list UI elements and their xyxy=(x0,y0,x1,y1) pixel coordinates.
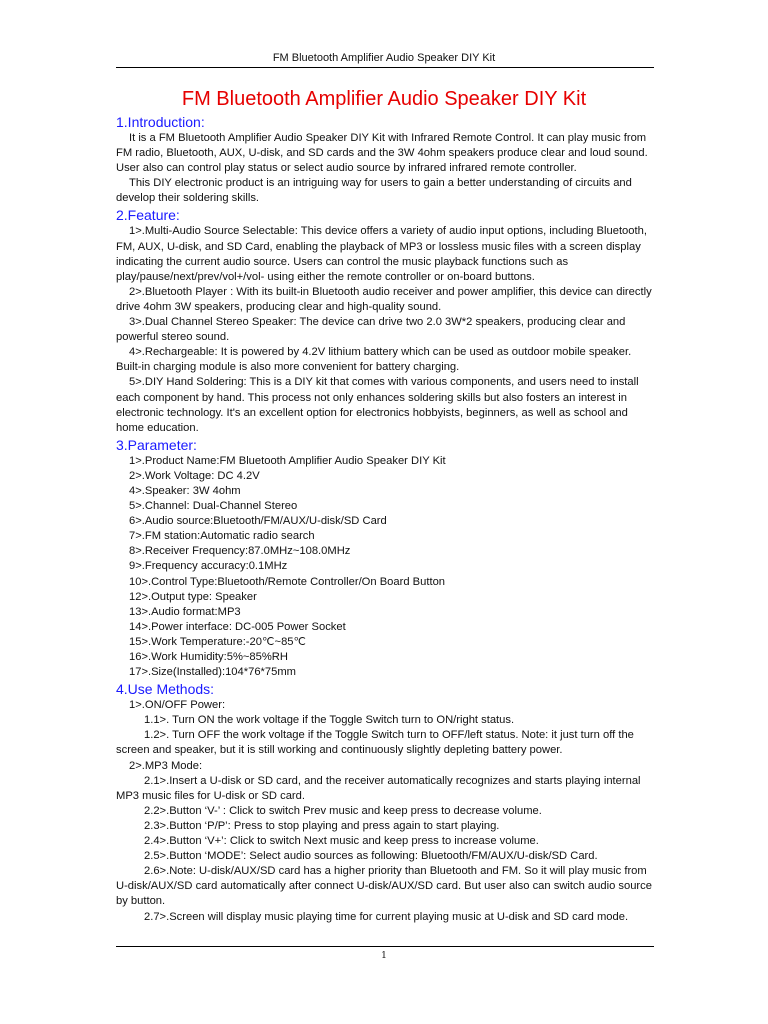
parameter-item: 9>.Frequency accuracy:0.1MHz xyxy=(129,560,288,573)
use-subheading-mp3: 2>.MP3 Mode: xyxy=(129,759,203,772)
use-step: 2.6>.Note: U-disk/AUX/SD card has a higher priority than Bluetooth and FM. So it will play music from U-disk/AUX/SD card automatically after connect U-disk/AUX/SD card. But user also can switch audio source by button. xyxy=(116,865,652,908)
parameter-item: 1>.Product Name:FM Bluetooth Amplifier Audio Speaker DIY Kit xyxy=(129,454,446,467)
parameter-item: 10>.Control Type:Bluetooth/Remote Controller/On Board Button xyxy=(129,575,446,588)
parameter-item: 14>.Power interface: DC-005 Power Socket xyxy=(129,620,346,633)
use-step: 2.1>.Insert a U-disk or SD card, and the receiver automatically recognizes and starts playing internal MP3 music files for U-disk or SD card. xyxy=(116,774,641,802)
feature-item: 1>.Multi-Audio Source Selectable: This device offers a variety of audio input options, including Bluetooth, FM, AUX, U-disk, and SD Card, enabling the playback of MP3 or lossless music files with a screen display indicating the current audio source. Users can control the music playback functions such as play/pause/next/prev/vol+/vol- using either the remote controller or on-board buttons. xyxy=(116,225,647,283)
intro-paragraph: This DIY electronic product is an intriguing way for users to gain a better understanding of circuits and develop their soldering skills. xyxy=(116,177,632,205)
parameter-item: 13>.Audio format:MP3 xyxy=(129,605,241,618)
use-step: 1.1>. Turn ON the work voltage if the Toggle Switch turn to ON/right status. xyxy=(144,714,515,727)
use-step: 2.7>.Screen will display music playing time for current playing music at U-disk and SD card mode. xyxy=(144,910,629,923)
footer-rule xyxy=(116,946,654,947)
section-heading-use-methods: 4.Use Methods: xyxy=(116,681,215,698)
parameter-item: 16>.Work Humidity:5%~85%RH xyxy=(129,651,288,663)
parameter-item: 8>.Receiver Frequency:87.0MHz~108.0MHz xyxy=(129,545,351,558)
use-step: 2.5>.Button ‘MODE’: Select audio sources as following: Bluetooth/FM/AUX/U-disk/SD Card. xyxy=(144,850,598,863)
parameter-item: 2>.Work Voltage: DC 4.2V xyxy=(129,469,260,482)
section-heading-feature: 2.Feature: xyxy=(116,207,180,224)
parameter-item: 12>.Output type: Speaker xyxy=(129,590,257,603)
document-title: FM Bluetooth Amplifier Audio Speaker DIY Kit xyxy=(181,88,587,110)
header-rule xyxy=(116,67,654,68)
section-heading-parameter: 3.Parameter: xyxy=(116,436,197,453)
document-body xyxy=(116,113,656,925)
use-subheading-onoff: 1>.ON/OFF Power: xyxy=(129,699,226,712)
parameter-item: 4>.Speaker: 3W 4ohm xyxy=(129,484,241,497)
intro-paragraph: It is a FM Bluetooth Amplifier Audio Speaker DIY Kit with Infrared Remote Control. It can play music from FM radio, Bluetooth, AUX, U-disk, and SD cards and the 3W 4ohm speakers produce clear and loud sound. User also can control play status or select audio source by infrared infrared remote controller. xyxy=(116,132,648,175)
parameter-item: 5>.Channel: Dual-Channel Stereo xyxy=(129,500,298,513)
parameter-item: 6>.Audio source:Bluetooth/FM/AUX/U-disk/SD Card xyxy=(129,515,387,528)
section-heading-introduction: 1.Introduction: xyxy=(116,114,205,130)
parameter-item: 7>.FM station:Automatic radio search xyxy=(129,530,315,543)
use-step: 2.3>.Button ‘P/P’: Press to stop playing and press again to start playing. xyxy=(144,819,500,832)
feature-item: 2>.Bluetooth Player : With its built-in Bluetooth audio receiver and power amplifier, this device can directly drive 4ohm 3W speakers, producing clear and high-quality sound. xyxy=(116,285,652,313)
parameter-item: 15>.Work Temperature:-20℃~85℃ xyxy=(129,635,307,648)
running-header: FM Bluetooth Amplifier Audio Speaker DIY Kit xyxy=(272,52,496,64)
parameter-item: 17>.Size(Installed):104*76*75mm xyxy=(129,666,296,679)
page-number: 1 xyxy=(381,951,387,961)
feature-item: 3>.Dual Channel Stereo Speaker: The device can drive two 2.0 3W*2 speakers, producing clear and powerful stereo sound. xyxy=(116,316,626,344)
use-step: 2.4>.Button ‘V+’: Click to switch Next music and keep press to increase volume. xyxy=(144,835,539,848)
use-step: 2.2>.Button ‘V-’ : Click to switch Prev music and keep press to decrease volume. xyxy=(144,804,542,817)
feature-item: 5>.DIY Hand Soldering: This is a DIY kit that comes with various components, and users need to install each component by hand. This process not only enhances soldering skills but also fosters an interest in electronic technology. It's an excellent option for electronics hobbyists, beginners, as well as school and home education. xyxy=(116,376,639,434)
feature-item: 4>.Rechargeable: It is powered by 4.2V lithium battery which can be used as outdoor mobile speaker. Built-in charging module is also more convenient for battery charging. xyxy=(116,346,632,374)
use-step: 1.2>. Turn OFF the work voltage if the Toggle Switch turn to OFF/left status. Note: it just turn off the screen and speaker, but it is still working and continuously slightly depleting battery power. xyxy=(116,729,634,757)
